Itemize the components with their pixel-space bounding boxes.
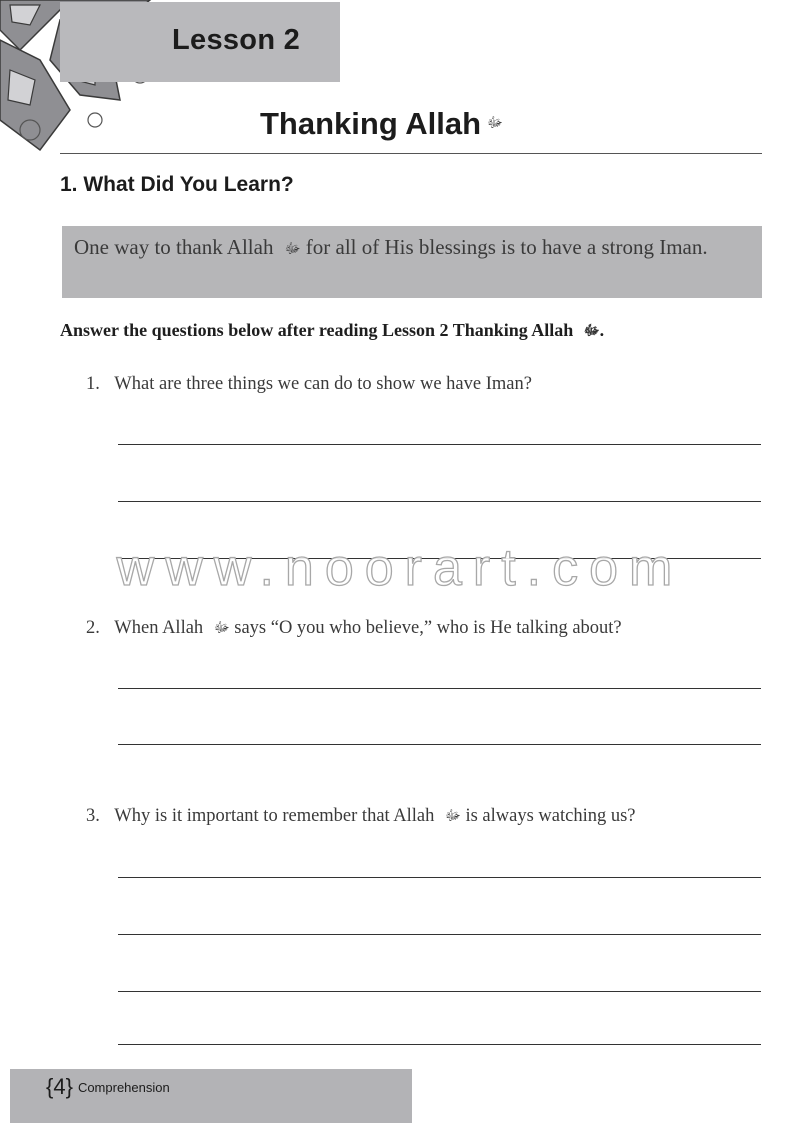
watermark: www.noorart.com [116,539,684,597]
question-1 [86,374,532,395]
question-number: 3. [86,806,100,826]
answer-line-q2-2[interactable] [118,744,761,745]
page-title: Thanking Allah [260,106,482,141]
instruction-text [60,320,604,342]
page-number: {4} [46,1074,73,1099]
answer-line-q1-2[interactable] [118,501,761,502]
question-number: 2. [86,618,100,638]
lesson-label: Lesson 2 [172,24,301,56]
key-point-text-end: for all of His blessings is to have a strong Iman. [305,235,708,259]
question-text-end: is always watching us? [465,806,636,826]
honorific-glyph: ﷻ [487,115,503,131]
section-heading: 1. What Did You Learn? [60,173,294,196]
honorific-glyph: ﷻ [284,241,301,258]
question-2 [86,618,622,639]
honorific-glyph: ﷻ [213,619,230,636]
question-text-start: Why is it important to remember that Allah [114,806,435,826]
footer [46,1074,170,1100]
instruction-period: . [599,320,605,340]
answer-line-q3-4[interactable] [118,1044,761,1045]
instruction-main: Answer the questions below after reading Lesson 2 Thanking Allah [60,320,574,340]
answer-line-q3-1[interactable] [118,877,761,878]
question-text-start: When Allah [114,618,204,638]
question-3 [86,806,636,827]
honorific-glyph: ﷻ [583,322,600,339]
answer-line-q2-1[interactable] [118,688,761,689]
answer-line-q3-2[interactable] [118,934,761,935]
question-number: 1. [86,374,100,394]
answer-line-q3-3[interactable] [118,991,761,992]
title-divider [60,153,762,154]
answer-line-q1-1[interactable] [118,444,761,445]
key-point-box [62,226,762,298]
footer-label: Comprehension [77,1079,170,1095]
honorific-glyph: ﷻ [445,807,461,824]
page-title-group [260,104,503,144]
key-point-text-start: One way to thank Allah [74,235,274,259]
question-text-end: says “O you who believe,” who is He talking about? [234,618,622,638]
question-text: What are three things we can do to show we have Iman? [114,374,532,394]
